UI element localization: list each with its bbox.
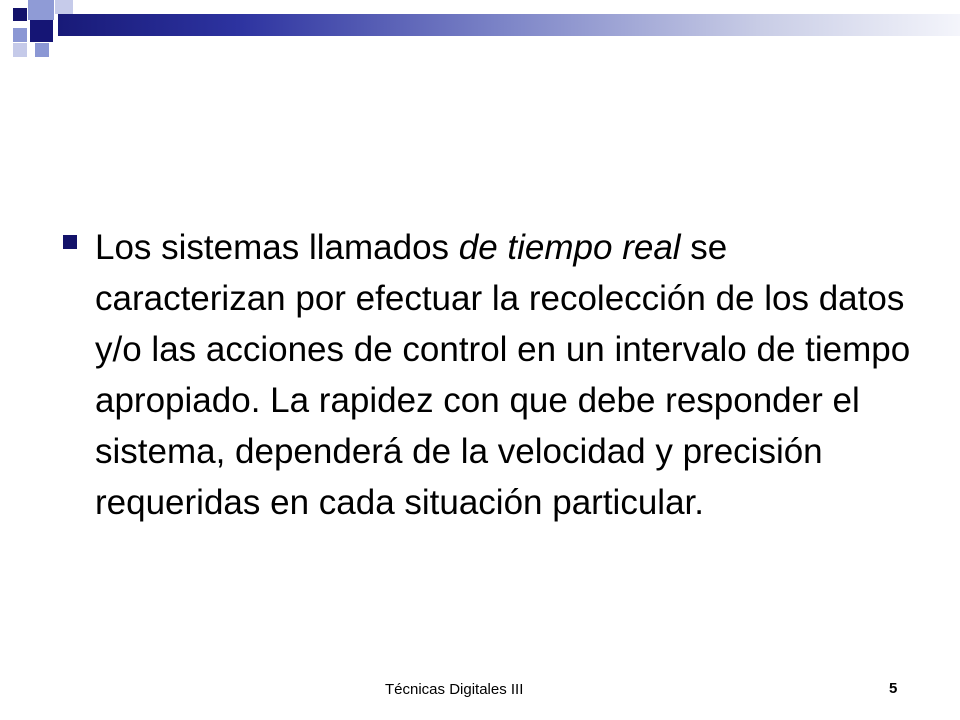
bullet-text-emphasis: de tiempo real [458, 228, 681, 267]
bullet-text-rest: se caracterizan por efectuar la recolección de los datos y/o las acciones de control en un intervalo de tiempo apropiado. La rapidez con que debe responder el sistema, dependerá de la velocidad y precisión requeridas en cada situación particular. [95, 228, 911, 522]
header-gradient-bar [58, 14, 960, 36]
header-decor-square [35, 43, 49, 57]
bullet-text [95, 222, 925, 528]
footer-title: Técnicas Digitales III [385, 681, 524, 698]
bullet-text-lead: Los sistemas llamados [95, 228, 459, 267]
header-decor-square [13, 28, 27, 42]
header-decor-square [28, 0, 54, 20]
slide-number: 5 [889, 680, 898, 697]
square-bullet-icon [63, 235, 77, 249]
header-decor-square [13, 43, 27, 57]
header-decor-square [30, 20, 53, 42]
header-decor-square [55, 0, 73, 14]
header-decor-square [13, 8, 27, 21]
